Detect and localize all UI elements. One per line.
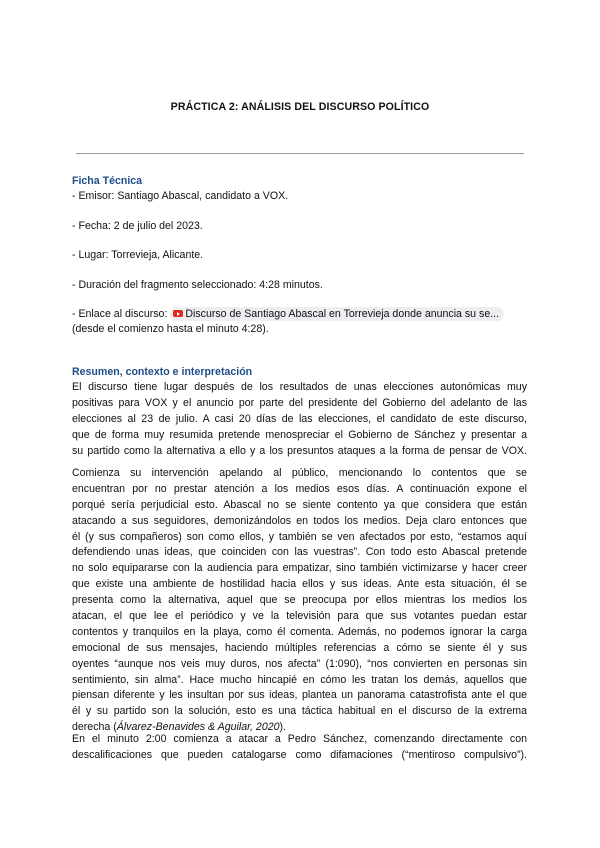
- youtube-link-chip[interactable]: [170, 307, 504, 321]
- p2-line: defendiendo unas ideas, que coinciden con las vuestras”. Con todo esto Abascal pretende: [72, 546, 527, 559]
- enlace-prefix: - Enlace al discurso:: [72, 308, 168, 320]
- p2-line: que existe una ambiente de hostilidad hacia ellos y sus ideas. Ante esta situación, él se: [72, 578, 527, 591]
- horizontal-divider: [76, 153, 524, 154]
- ficha-fecha: - Fecha: 2 de julio del 2023.: [72, 220, 203, 232]
- ficha-heading: Ficha Técnica: [72, 175, 143, 187]
- ficha-emisor: - Emisor: Santiago Abascal, candidato a VOX.: [72, 190, 289, 202]
- p2-line: piensan diferente y les insultan por sus ideas, plantea un panorama catastrofista ante el que: [72, 689, 527, 702]
- p3-line: descalificaciones que pueden catalogarse como difamaciones (“mentiroso compulsivo”).: [72, 748, 527, 761]
- p2-line: encuentran por no prestar atención a los medios esos días. A continuación expone el: [72, 482, 527, 495]
- p2-line: emocional de sus mensajes, haciendo múltiples referencias a cómo se siente él y sus: [72, 641, 527, 654]
- p2-line: sentimiento, sin alma”. Hace mucho hincapié en cómo les tratan los demás, aquellos que: [72, 673, 527, 686]
- ficha-enlace: [72, 307, 504, 321]
- document-title: PRÁCTICA 2: ANÁLISIS DEL DISCURSO POLÍTICO: [170, 101, 430, 113]
- p2-line: Comienza su intervención apelando al público, mencionando lo contentos que se: [72, 467, 527, 479]
- p2-line: contentos y tranquilos en la playa, como él comenta. Además, no podemos ignorar la carga: [72, 625, 527, 638]
- resumen-paragraph-2: [72, 466, 527, 736]
- p2-last-prefix: derecha (: [72, 721, 117, 734]
- p2-line: él (y sus compañeros) son como ellos, y también se ven afectados por esto, “estamos aquí: [72, 530, 527, 543]
- p3-line: En el minuto 2:00 comienza a atacar a Pedro Sánchez, comenzando directamente con: [72, 733, 527, 745]
- p2-last-suffix: ).: [279, 721, 286, 734]
- citation: Álvarez-Benavides & Aguilar, 2020: [116, 721, 280, 734]
- p1-line: El discurso tiene lugar después de los resultados de unas elecciones autonómicas muy: [72, 381, 527, 393]
- p2-line: él y su partido son la solución, esto es una táctica habitual en el discurso de la extrema: [72, 705, 527, 718]
- p2-line: atacando a sus seguidores, demonizándolos en todos los medios. Deja claro entonces que: [72, 514, 527, 527]
- p1-line: que de forma muy resumida pretende menospreciar el Gobierno de Sánchez y presentar a: [72, 428, 527, 441]
- p2-line: atacan, el que lee el periódico y ve la televisión para que sus votantes puedan estar: [72, 610, 527, 623]
- ficha-duracion: - Duración del fragmento seleccionado: 4:28 minutos.: [72, 279, 323, 291]
- p2-line: no solo equipararse con la audiencia para empatizar, sino también victimizarse y hacer creer: [72, 562, 527, 575]
- p1-line: positivas para VOX y el anuncio por parte del presidente del Gobierno del adelanto de las: [72, 396, 527, 409]
- resumen-heading: Resumen, contexto e interpretación: [72, 366, 253, 378]
- p2-line: oyentes “aunque nos veis muy duros, nos afecta” (1:090), “nos convierten en personas sin: [72, 657, 527, 670]
- youtube-icon: [173, 310, 183, 317]
- ficha-enlace-suffix: (desde el comienzo hasta el minuto 4:28).: [72, 323, 269, 335]
- p1-line: su partido como la alternativa a ello y a los presuntos ataques a la forma de pensar de VOX.: [72, 444, 527, 457]
- p2-line: porqué sería perjudicial esto. Abascal no se siente contento ya que considera que están: [72, 498, 527, 511]
- p2-line: presenta como la alternativa, aquel que se preocupa por ellos mientras los medios los: [72, 594, 527, 607]
- p1-line: elecciones al 23 de julio. A casi 20 días de las elecciones, el candidato de este discurso,: [72, 412, 527, 425]
- ficha-lugar: - Lugar: Torrevieja, Alicante.: [72, 249, 204, 261]
- resumen-paragraph-1: [72, 380, 527, 459]
- youtube-link-text[interactable]: Discurso de Santiago Abascal en Torrevieja donde anuncia su se...: [185, 308, 500, 320]
- resumen-paragraph-3: [72, 732, 527, 764]
